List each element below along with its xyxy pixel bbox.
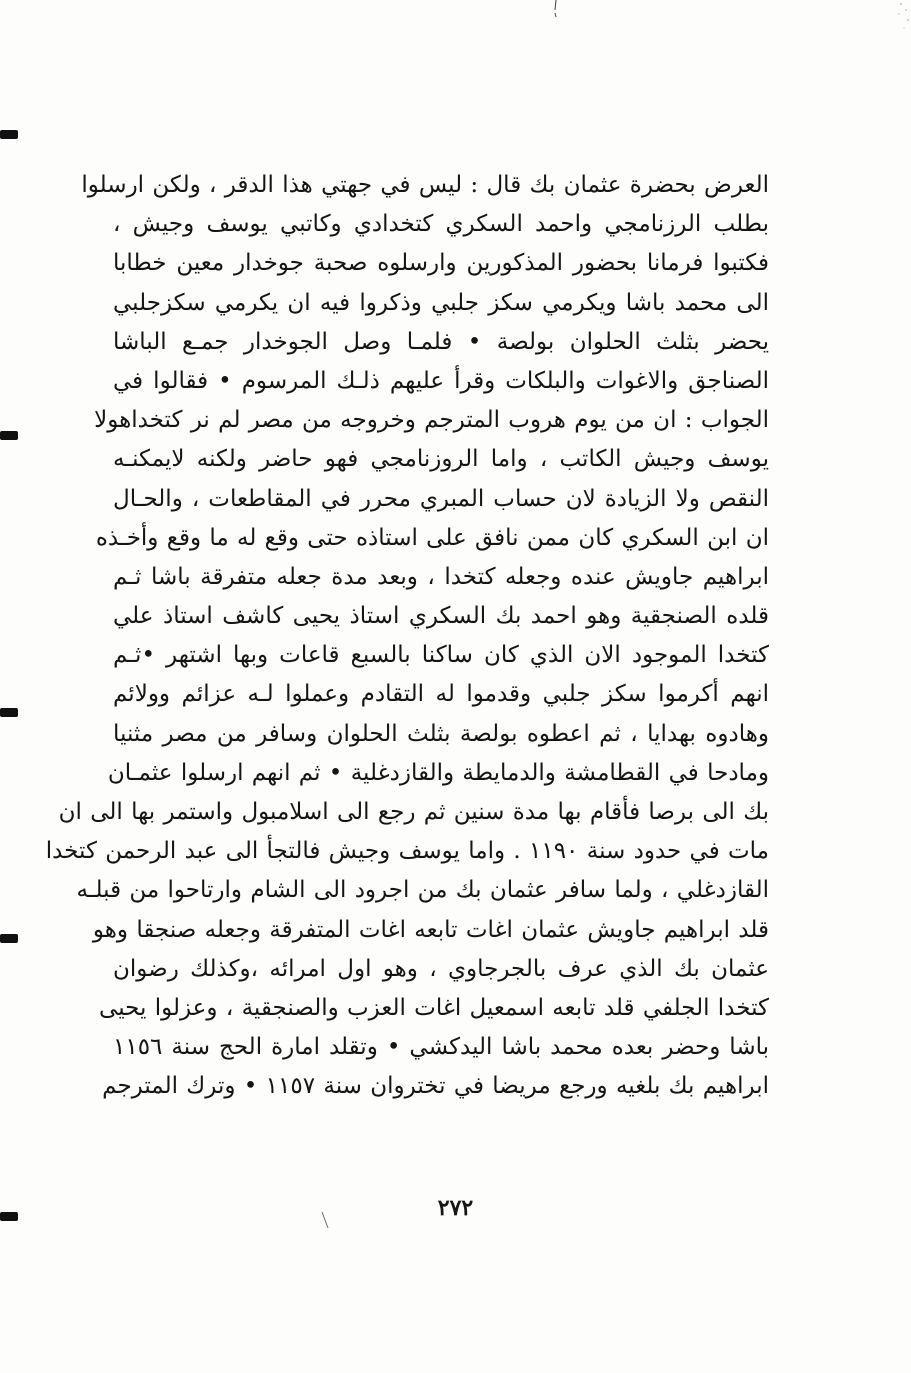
edge-mark (0, 934, 18, 943)
edge-mark (0, 431, 18, 440)
text-line: العرض بحضرة عثمان بك قال : ليس في جهتي هذا الدقر ، ولكن ارسلوا (81, 172, 769, 198)
text-line: عثمان بك الذي عرف بالجرجاوي ، وهو اول امرائه ،وكذلك رضوان (113, 955, 769, 982)
text-line: قلد ابراهيم جاويش عثمان اغات تابعه اغات المتفرقة وجعله صنجقا وهو (92, 916, 769, 943)
text-line: القازدغلي ، ولما سافر عثمان بك من اجرود الى الشام وارتاحوا من قبلـه (76, 877, 769, 904)
body-text (45, 166, 769, 1107)
text-line: يحضر بثلث الحلوان بولصة • فلمـا وصل الجوخدار جمـع الباشا (113, 328, 769, 355)
text-line: الجواب : ان من يوم هروب المترجم وخروجه من مصر لم نر كتخداهولا (94, 407, 769, 434)
text-line: باشا وحضر بعده محمد باشا اليدكشي • وتقلد امارة الحج سنة ١١٥٦ (113, 1034, 769, 1061)
binding-edge-marks (0, 0, 24, 1373)
text-line: ابراهيم جاويش عنده وجعله كتخدا ، وبعد مدة جعله متفرقة باشا ثـم (113, 563, 769, 590)
text-line: مات في حدود سنة ١١٩٠ . واما يوسف وجيش فالتجأ الى عبد الرحمن كتخدا (45, 838, 769, 865)
text-line: فكتبوا فرمانا بحضور المذكورين وارسلوه صحبة جوخدار معين خطابا (113, 250, 769, 277)
text-line: ان ابن السكري كان ممن نافق على استاذه حتى وقع له ما وقع وأخـذه (95, 524, 769, 551)
edge-mark (0, 708, 18, 717)
scan-noise (871, 0, 911, 40)
text-line: كتخدا الجلفي قلد تابعه اسمعيل اغات العزب والصنجقية ، وعزلوا يحيى (99, 994, 769, 1021)
text-line: ابراهيم بك بلغيه ورجع مريضا في تختروان سنة ١١٥٧ • وترك المترجم (102, 1073, 769, 1100)
text-line: ومادحا في القطامشة والدمايطة والقازدغلية • ثم انهم ارسلوا عثمـان (107, 759, 769, 786)
text-line: وهادوه بهدايا ، ثم اعطوه بولصة بثلث الحلوان وسافر من مصر مثنيا (113, 720, 769, 747)
text-line: بطلب الرزنامجي واحمد السكري كتخدادي وكاتبي يوسف وجيش ، (113, 211, 769, 238)
text-line: كتخدا الموجود الان الذي كان ساكنا بالسبع قاعات وبها اشتهر •ثـم (113, 642, 769, 669)
page-number: ٢٧٢ (437, 1195, 474, 1221)
text-line: الى محمد باشا ويكرمي سكز جلبي وذكروا فيه ان يكرمي سكزجلبي (113, 289, 769, 316)
pen-mark (550, 0, 562, 24)
text-line: انهم أكرموا سكز جلبي وقدموا له التقادم وعملوا لـه عزائم وولائم (113, 681, 769, 708)
edge-mark (0, 130, 18, 139)
text-line: بك الى برصا فأقام بها مدة سنين ثم رجع الى اسلامبول واستمر بها الى ان (58, 799, 769, 825)
text-line: يوسف وجيش الكاتب ، واما الروزنامجي فهو حاضر ولكنه لايمكنـه (113, 446, 769, 473)
text-line: النقص ولا الزيادة لان حساب المبري محرر في المقاطعات ، والحـال (113, 485, 769, 512)
text-line: قلده الصنجقية وهو احمد بك السكري استاذ يحيى كاشف استاذ علي (113, 603, 769, 630)
pen-mark (320, 1210, 330, 1230)
text-line: الصناجق والاغوات والبلكات وقرأ عليهم ذلـك المرسوم • فقالوا في (113, 367, 769, 394)
